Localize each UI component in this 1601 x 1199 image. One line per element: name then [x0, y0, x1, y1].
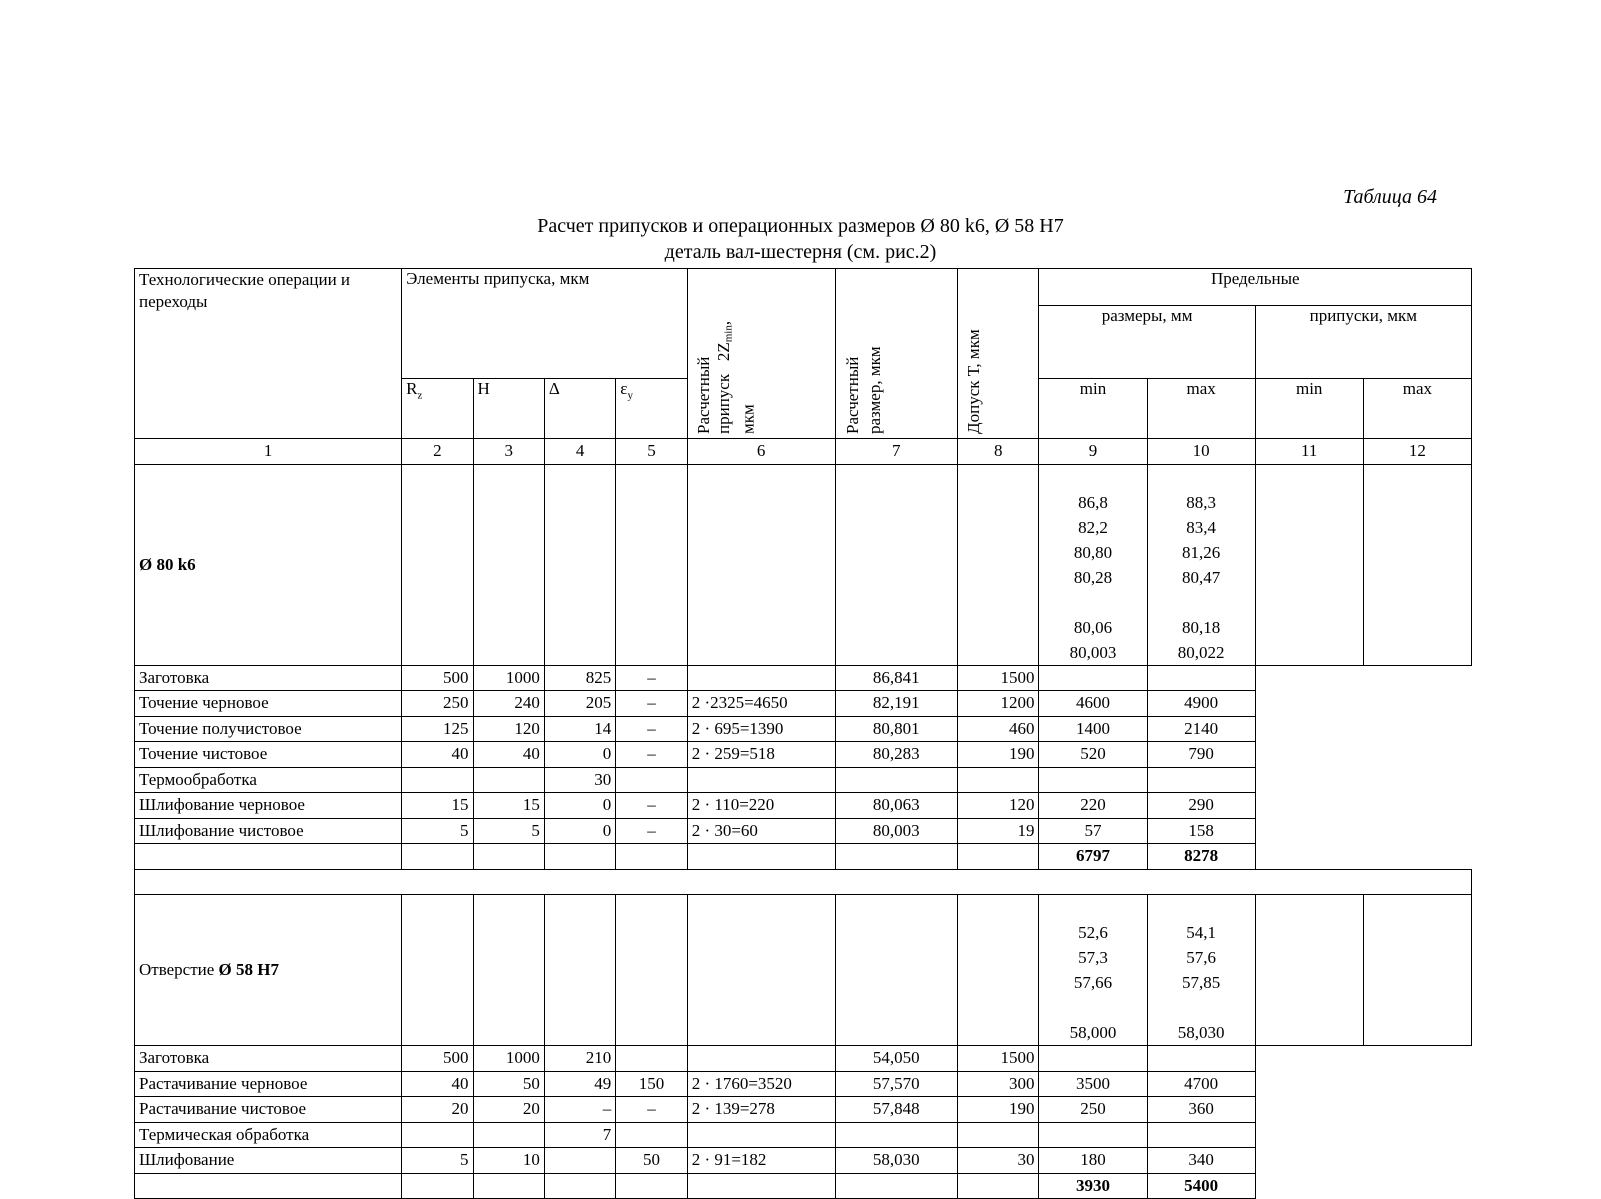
- table-number: Таблица 64: [1343, 186, 1437, 208]
- table-cell: 40: [402, 742, 473, 768]
- header-rz: $R_z$: [402, 379, 473, 439]
- table-cell: 0: [544, 742, 615, 768]
- table-cell: 500: [402, 665, 473, 691]
- size-min-value: 57,3: [1078, 948, 1108, 967]
- table-cell: 2 · 695=1390: [687, 716, 835, 742]
- table-cell: –: [616, 818, 687, 844]
- operation-name: Шлифование черновое: [135, 793, 402, 819]
- table-cell: [1147, 1046, 1255, 1072]
- table-cell: 2140: [1147, 716, 1255, 742]
- table-cell: 460: [957, 716, 1039, 742]
- size-min-value: 80,80: [1073, 542, 1113, 562]
- table-row: [135, 1071, 1472, 1097]
- table-cell: 30: [957, 1148, 1039, 1174]
- col-num: 11: [1255, 439, 1363, 465]
- section2-title-row: [135, 895, 1472, 1046]
- table-cell: 2 · 110=220: [687, 793, 835, 819]
- table-cell: [957, 767, 1039, 793]
- table-cell: 86,841: [835, 665, 957, 691]
- table-cell: 7: [544, 1122, 615, 1148]
- table-cell: 57,570: [835, 1071, 957, 1097]
- section1-title: Ø 80 k6: [135, 464, 402, 665]
- table-cell: –: [616, 1097, 687, 1123]
- table-cell: 50: [616, 1148, 687, 1174]
- operation-name: Точение черновое: [135, 691, 402, 717]
- section2-size-max-col: [1147, 895, 1255, 1046]
- table-cell: [402, 1122, 473, 1148]
- size-min-value: 86,8: [1078, 492, 1108, 512]
- table-cell: 120: [957, 793, 1039, 819]
- total-allowance-max: 5400: [1147, 1173, 1255, 1199]
- table-cell: [473, 1122, 544, 1148]
- col-num: 1: [135, 439, 402, 465]
- table-cell: 80,801: [835, 716, 957, 742]
- size-min-value: [1039, 590, 1146, 615]
- table-cell: [1147, 665, 1255, 691]
- table-cell: [957, 1122, 1039, 1148]
- table-cell: 57: [1039, 818, 1147, 844]
- header-tolerance: Допуск Т, мкм: [957, 269, 1039, 439]
- table-cell: [1039, 665, 1147, 691]
- totals-row: [135, 1173, 1472, 1199]
- header-allow-max: max: [1363, 379, 1471, 439]
- table-row: [135, 665, 1472, 691]
- size-min-value: [1039, 995, 1146, 1020]
- table-cell: 2 ·2325=4650: [687, 691, 835, 717]
- table-cell: –: [616, 793, 687, 819]
- table-row: [135, 716, 1472, 742]
- table-cell: 30: [544, 767, 615, 793]
- section2-size-min-col: [1039, 895, 1147, 1046]
- table-cell: 360: [1147, 1097, 1255, 1123]
- size-max-value: 54,1: [1186, 923, 1216, 942]
- table-cell: 4900: [1147, 691, 1255, 717]
- table-cell: [402, 767, 473, 793]
- section1-size-max-col: [1147, 464, 1255, 665]
- header-operations: Технологические операции и переходы: [135, 269, 402, 439]
- size-min-value: 57,66: [1073, 973, 1113, 992]
- table-cell: 40: [402, 1071, 473, 1097]
- operation-name: Точение получистовое: [135, 716, 402, 742]
- total-allowance-min: 6797: [1039, 844, 1147, 870]
- header-sizes: размеры, мм: [1039, 306, 1255, 379]
- table-cell: –: [616, 665, 687, 691]
- table-cell: [616, 1122, 687, 1148]
- table-cell: 1000: [473, 1046, 544, 1072]
- table-cell: 120: [473, 716, 544, 742]
- table-row: [135, 1097, 1472, 1123]
- table-row: [135, 793, 1472, 819]
- table-cell: 19: [957, 818, 1039, 844]
- header-delta: Δ: [544, 379, 615, 439]
- table-cell: 1000: [473, 665, 544, 691]
- table-cell: 150: [616, 1071, 687, 1097]
- table-cell: 50: [473, 1071, 544, 1097]
- table-cell: 40: [473, 742, 544, 768]
- operation-name: Растачивание черновое: [135, 1071, 402, 1097]
- table-cell: 205: [544, 691, 615, 717]
- table-row: [135, 742, 1472, 768]
- header-eps: $\varepsilon_у$: [616, 379, 687, 439]
- col-num: 2: [402, 439, 473, 465]
- table-cell: 14: [544, 716, 615, 742]
- table-cell: [687, 1046, 835, 1072]
- table-cell: 80,063: [835, 793, 957, 819]
- size-min-value: 58,000: [1069, 1023, 1117, 1042]
- total-allowance-min: 3930: [1039, 1173, 1147, 1199]
- table-cell: 500: [402, 1046, 473, 1072]
- table-cell: 158: [1147, 818, 1255, 844]
- table-cell: [1147, 1122, 1255, 1148]
- table-cell: 0: [544, 818, 615, 844]
- table-cell: 220: [1039, 793, 1147, 819]
- size-min-value: 52,6: [1078, 923, 1108, 942]
- table-cell: [687, 1122, 835, 1148]
- table-cell: [544, 1148, 615, 1174]
- section2-title: Отверстие Ø 58 H7: [135, 895, 402, 1046]
- size-max-value: 58,030: [1177, 1023, 1225, 1042]
- size-max-value: 80,47: [1182, 567, 1221, 587]
- table-cell: 2 · 91=182: [687, 1148, 835, 1174]
- col-num: 12: [1363, 439, 1471, 465]
- size-max-value: 80,022: [1177, 642, 1225, 662]
- size-max-value: 57,6: [1186, 948, 1216, 967]
- section1-title-row: [135, 464, 1472, 665]
- table-cell: 250: [402, 691, 473, 717]
- allowance-table: [134, 268, 1472, 1199]
- header-calc-allowance: Расчетный припуск $2Z_{min}$, мкм: [687, 269, 835, 439]
- size-max-value: 83,4: [1186, 517, 1216, 537]
- table-cell: 54,050: [835, 1046, 957, 1072]
- table-cell: 520: [1039, 742, 1147, 768]
- size-max-value: [1148, 590, 1255, 615]
- table-cell: 190: [957, 742, 1039, 768]
- table-cell: 5: [402, 1148, 473, 1174]
- size-max-value: 80,18: [1182, 617, 1221, 637]
- spacer-row: [135, 869, 1472, 895]
- table-row: [135, 1122, 1472, 1148]
- column-numbers-row: [135, 439, 1472, 465]
- table-cell: [1039, 1046, 1147, 1072]
- table-cell: 5: [402, 818, 473, 844]
- table-cell: –: [544, 1097, 615, 1123]
- table-row: [135, 767, 1472, 793]
- table-cell: 1400: [1039, 716, 1147, 742]
- table-cell: 2 · 30=60: [687, 818, 835, 844]
- header-size-min: min: [1039, 379, 1147, 439]
- table-cell: 340: [1147, 1148, 1255, 1174]
- table-row: [135, 1148, 1472, 1174]
- table-row: [135, 691, 1472, 717]
- table-cell: [616, 767, 687, 793]
- header-h: H: [473, 379, 544, 439]
- header-allow-min: min: [1255, 379, 1363, 439]
- col-num: 9: [1039, 439, 1147, 465]
- table-cell: 2 · 259=518: [687, 742, 835, 768]
- table-cell: 82,191: [835, 691, 957, 717]
- header-calc-size: Расчетный размер, мкм: [835, 269, 957, 439]
- table-cell: 125: [402, 716, 473, 742]
- table-cell: 190: [957, 1097, 1039, 1123]
- table-cell: 10: [473, 1148, 544, 1174]
- table-cell: 3500: [1039, 1071, 1147, 1097]
- table-cell: 80,003: [835, 818, 957, 844]
- table-cell: [835, 767, 957, 793]
- table-cell: 80,283: [835, 742, 957, 768]
- table-cell: 0: [544, 793, 615, 819]
- table-cell: 240: [473, 691, 544, 717]
- size-max-value: [1148, 995, 1255, 1020]
- col-num: 8: [957, 439, 1039, 465]
- operation-name: Растачивание чистовое: [135, 1097, 402, 1123]
- col-num: 10: [1147, 439, 1255, 465]
- col-num: 5: [616, 439, 687, 465]
- table-cell: 290: [1147, 793, 1255, 819]
- table-cell: 57,848: [835, 1097, 957, 1123]
- size-min-value: 80,06: [1073, 617, 1113, 637]
- operation-name: Термическая обработка: [135, 1122, 402, 1148]
- size-min-value: 80,28: [1073, 567, 1113, 587]
- table-cell: –: [616, 691, 687, 717]
- table-cell: 1200: [957, 691, 1039, 717]
- table-cell: 1500: [957, 665, 1039, 691]
- col-num: 7: [835, 439, 957, 465]
- table-title: Расчет припусков и операционных размеров Ø 80 k6, Ø 58 H7: [537, 215, 1064, 237]
- operation-name: Шлифование чистовое: [135, 818, 402, 844]
- table-cell: [687, 767, 835, 793]
- table-cell: 180: [1039, 1148, 1147, 1174]
- size-max-value: 81,26: [1182, 542, 1221, 562]
- header-allowances: припуски, мкм: [1255, 306, 1471, 379]
- table-cell: [1039, 767, 1147, 793]
- header-elements: Элементы припуска, мкм: [402, 269, 688, 379]
- table-cell: 58,030: [835, 1148, 957, 1174]
- table-cell: 15: [473, 793, 544, 819]
- table-cell: [1147, 767, 1255, 793]
- table-cell: 20: [402, 1097, 473, 1123]
- table-cell: 250: [1039, 1097, 1147, 1123]
- size-min-value: 80,003: [1069, 642, 1117, 662]
- totals-row: [135, 844, 1472, 870]
- table-cell: 790: [1147, 742, 1255, 768]
- table-row: [135, 818, 1472, 844]
- table-cell: 4600: [1039, 691, 1147, 717]
- operation-name: Термообработка: [135, 767, 402, 793]
- size-max-value: 57,85: [1182, 973, 1221, 992]
- header-limits: Предельные: [1039, 269, 1472, 306]
- size-max-value: 88,3: [1186, 492, 1216, 512]
- col-num: 6: [687, 439, 835, 465]
- table-cell: 5: [473, 818, 544, 844]
- operation-name: Шлифование: [135, 1148, 402, 1174]
- table-subtitle: деталь вал-шестерня (см. рис.2): [664, 241, 937, 263]
- table-cell: 2 · 139=278: [687, 1097, 835, 1123]
- table-cell: 2 · 1760=3520: [687, 1071, 835, 1097]
- section1-size-min-col: [1039, 464, 1147, 665]
- table-cell: 300: [957, 1071, 1039, 1097]
- total-allowance-max: 8278: [1147, 844, 1255, 870]
- operation-name: Заготовка: [135, 1046, 402, 1072]
- table-cell: 1500: [957, 1046, 1039, 1072]
- table-cell: [473, 767, 544, 793]
- table-cell: –: [616, 742, 687, 768]
- table-cell: 49: [544, 1071, 615, 1097]
- operation-name: Точение чистовое: [135, 742, 402, 768]
- table-cell: 4700: [1147, 1071, 1255, 1097]
- size-min-value: 82,2: [1078, 517, 1108, 537]
- table-cell: 825: [544, 665, 615, 691]
- operation-name: Заготовка: [135, 665, 402, 691]
- table-cell: [616, 1046, 687, 1072]
- col-num: 4: [544, 439, 615, 465]
- table-cell: 210: [544, 1046, 615, 1072]
- table-cell: 20: [473, 1097, 544, 1123]
- table-cell: [687, 665, 835, 691]
- table-cell: –: [616, 716, 687, 742]
- table-row: [135, 1046, 1472, 1072]
- table-cell: [1039, 1122, 1147, 1148]
- col-num: 3: [473, 439, 544, 465]
- header-size-max: max: [1147, 379, 1255, 439]
- table-cell: 15: [402, 793, 473, 819]
- table-cell: [835, 1122, 957, 1148]
